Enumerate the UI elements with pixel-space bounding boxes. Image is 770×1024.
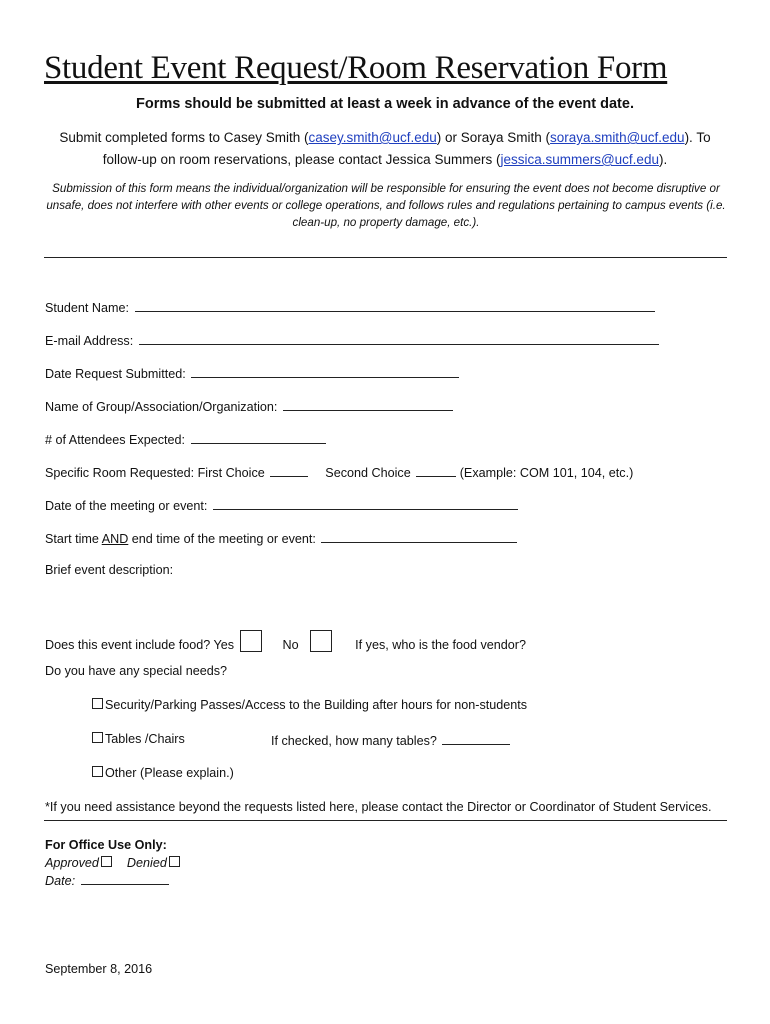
event-date-field[interactable] xyxy=(213,497,518,510)
room-example-text: (Example: COM 101, 104, etc.) xyxy=(459,466,634,480)
room-first-field[interactable] xyxy=(270,464,308,477)
contact-text-1: Submit completed forms to Casey Smith ( xyxy=(59,130,309,145)
time-label-post: end time of the meeting or event: xyxy=(131,532,316,546)
special-needs-label: Do you have any special needs? xyxy=(45,664,228,678)
email-link-soraya[interactable]: soraya.smith@ucf.edu xyxy=(550,130,685,145)
disclaimer-text: Submission of this form means the individual/organization will be responsible for ensuring the event does not become disruptive or unsafe, does not interfere with other events or college operations, and follows rules and regulations pertaining to campus events (i.e. clean-up, no property damage, etc.). xyxy=(46,182,726,229)
divider-bottom xyxy=(44,820,727,821)
event-date-label: Date of the meeting or event: xyxy=(45,499,208,513)
group-name-field[interactable] xyxy=(283,398,453,411)
form-subtitle: Forms should be submitted at least a week in advance of the event date. xyxy=(136,96,634,112)
attendees-label: # of Attendees Expected: xyxy=(45,433,186,447)
student-name-field[interactable] xyxy=(135,299,655,312)
approved-checkbox[interactable] xyxy=(101,856,112,867)
email-label: E-mail Address: xyxy=(45,334,134,348)
food-question-label: Does this event include food? Yes xyxy=(45,638,235,652)
food-no-label: No xyxy=(282,638,299,652)
contact-text-4: ). xyxy=(658,152,668,167)
student-name-label: Student Name: xyxy=(45,301,130,315)
room-second-field[interactable] xyxy=(416,464,456,477)
food-yes-checkbox[interactable] xyxy=(240,630,262,652)
footer-date: September 8, 2016 xyxy=(45,962,153,976)
contact-text-3: ). To follow-up on room reservations, please contact Jessica Summers ( xyxy=(102,130,711,167)
event-date-row xyxy=(45,497,518,513)
special-needs-row xyxy=(45,664,227,678)
event-time-row xyxy=(45,530,517,546)
email-link-jessica[interactable]: jessica.summers@ucf.edu xyxy=(500,152,659,167)
group-name-row xyxy=(45,398,453,414)
security-checkbox[interactable] xyxy=(92,698,103,709)
tables-label: Tables /Chairs xyxy=(105,732,185,746)
room-second-label: Second Choice xyxy=(325,466,411,480)
approved-label: Approved xyxy=(45,856,99,870)
student-name-row xyxy=(45,299,655,315)
attendees-row xyxy=(45,431,326,447)
contact-paragraph xyxy=(40,127,730,171)
office-date-field[interactable] xyxy=(81,872,169,885)
assistance-note: *If you need assistance beyond the requests listed here, please contact the Director or Coordinator of Student Services. xyxy=(45,800,712,814)
description-row xyxy=(45,563,173,577)
tables-count-field[interactable] xyxy=(442,732,510,745)
security-label: Security/Parking Passes/Access to the Building after hours for non-students xyxy=(105,698,528,712)
tables-count-label: If checked, how many tables? xyxy=(271,734,437,748)
form-title: Student Event Request/Room Reservation Form xyxy=(44,50,668,86)
office-heading: For Office Use Only: xyxy=(45,838,167,852)
attendees-field[interactable] xyxy=(191,431,326,444)
other-checkbox[interactable] xyxy=(92,766,103,777)
food-vendor-label: If yes, who is the food vendor? xyxy=(355,638,526,652)
denied-label: Denied xyxy=(126,856,167,870)
other-label: Other (Please explain.) xyxy=(105,766,234,780)
time-label-and: AND xyxy=(101,532,129,546)
divider-top xyxy=(44,257,727,258)
email-row xyxy=(45,332,659,348)
time-label-pre: Start time xyxy=(45,532,99,546)
date-submitted-row xyxy=(45,365,459,381)
room-row xyxy=(45,464,633,480)
room-first-label: Specific Room Requested: First Choice xyxy=(45,466,265,480)
assistance-note-row xyxy=(45,800,711,814)
tables-checkbox[interactable] xyxy=(92,732,103,743)
date-submitted-field[interactable] xyxy=(191,365,459,378)
office-date-label: Date: xyxy=(45,874,76,888)
contact-text-2: ) or Soraya Smith ( xyxy=(436,130,551,145)
option-tables-row xyxy=(92,732,185,746)
food-row xyxy=(45,630,526,652)
email-link-casey[interactable]: casey.smith@ucf.edu xyxy=(308,130,437,145)
denied-checkbox[interactable] xyxy=(169,856,180,867)
email-field[interactable] xyxy=(139,332,659,345)
group-name-label: Name of Group/Association/Organization: xyxy=(45,400,278,414)
event-time-field[interactable] xyxy=(321,530,517,543)
option-other-row xyxy=(92,766,234,780)
food-no-checkbox[interactable] xyxy=(310,630,332,652)
office-use-section xyxy=(45,836,182,890)
option-security-row xyxy=(92,698,527,712)
tables-count-row xyxy=(271,732,510,748)
date-submitted-label: Date Request Submitted: xyxy=(45,367,186,381)
description-label: Brief event description: xyxy=(45,563,174,577)
